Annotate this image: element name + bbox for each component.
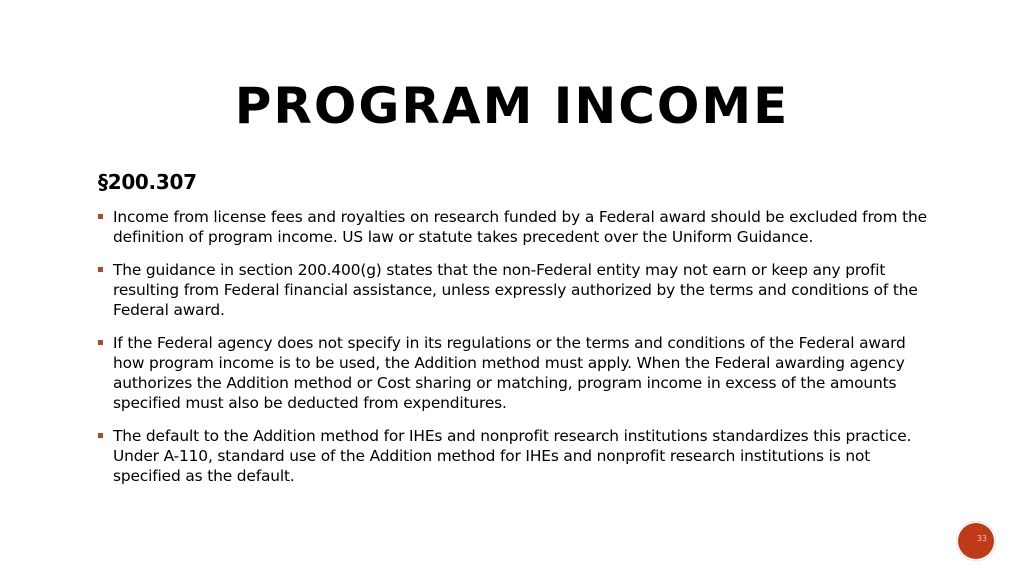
- bullet-item: [98, 426, 938, 486]
- page-number-badge: [956, 521, 996, 561]
- bullet-text: The default to the Addition method for IHEs and nonprofit research institutions standardizes this practice. Under A-110, standard use of the Addition method for IHEs and nonprofit research institutions is not specified as the default.: [113, 427, 912, 485]
- bullet-text: The guidance in section 200.400(g) states that the non-Federal entity may not earn or keep any profit resulting from Federal financial assistance, unless expressly authorized by the terms and conditions of the Federal award.: [113, 261, 918, 319]
- bullet-marker-icon: [98, 214, 103, 219]
- bullet-text: Income from license fees and royalties on research funded by a Federal award should be excluded from the definition of program income. US law or statute takes precedent over the Uniform Guidance.: [113, 208, 927, 246]
- bullet-item: [98, 207, 938, 247]
- page-number: 33: [976, 534, 987, 543]
- section-heading: §200.307: [98, 170, 197, 194]
- bullet-item: [98, 260, 938, 320]
- bullet-item: [98, 333, 938, 413]
- bullet-marker-icon: [98, 267, 103, 272]
- slide-title: PROGRAM INCOME: [234, 77, 790, 135]
- bullet-text: If the Federal agency does not specify in its regulations or the terms and conditions of the Federal award how program income is to be used, the Addition method must apply. When the Federal awarding agency authorizes the Addition method or Cost sharing or matching, program income in excess of the amounts specified must also be deducted from expenditures.: [113, 334, 906, 412]
- bullet-marker-icon: [98, 433, 103, 438]
- bullet-list: [98, 207, 938, 499]
- bullet-marker-icon: [98, 340, 103, 345]
